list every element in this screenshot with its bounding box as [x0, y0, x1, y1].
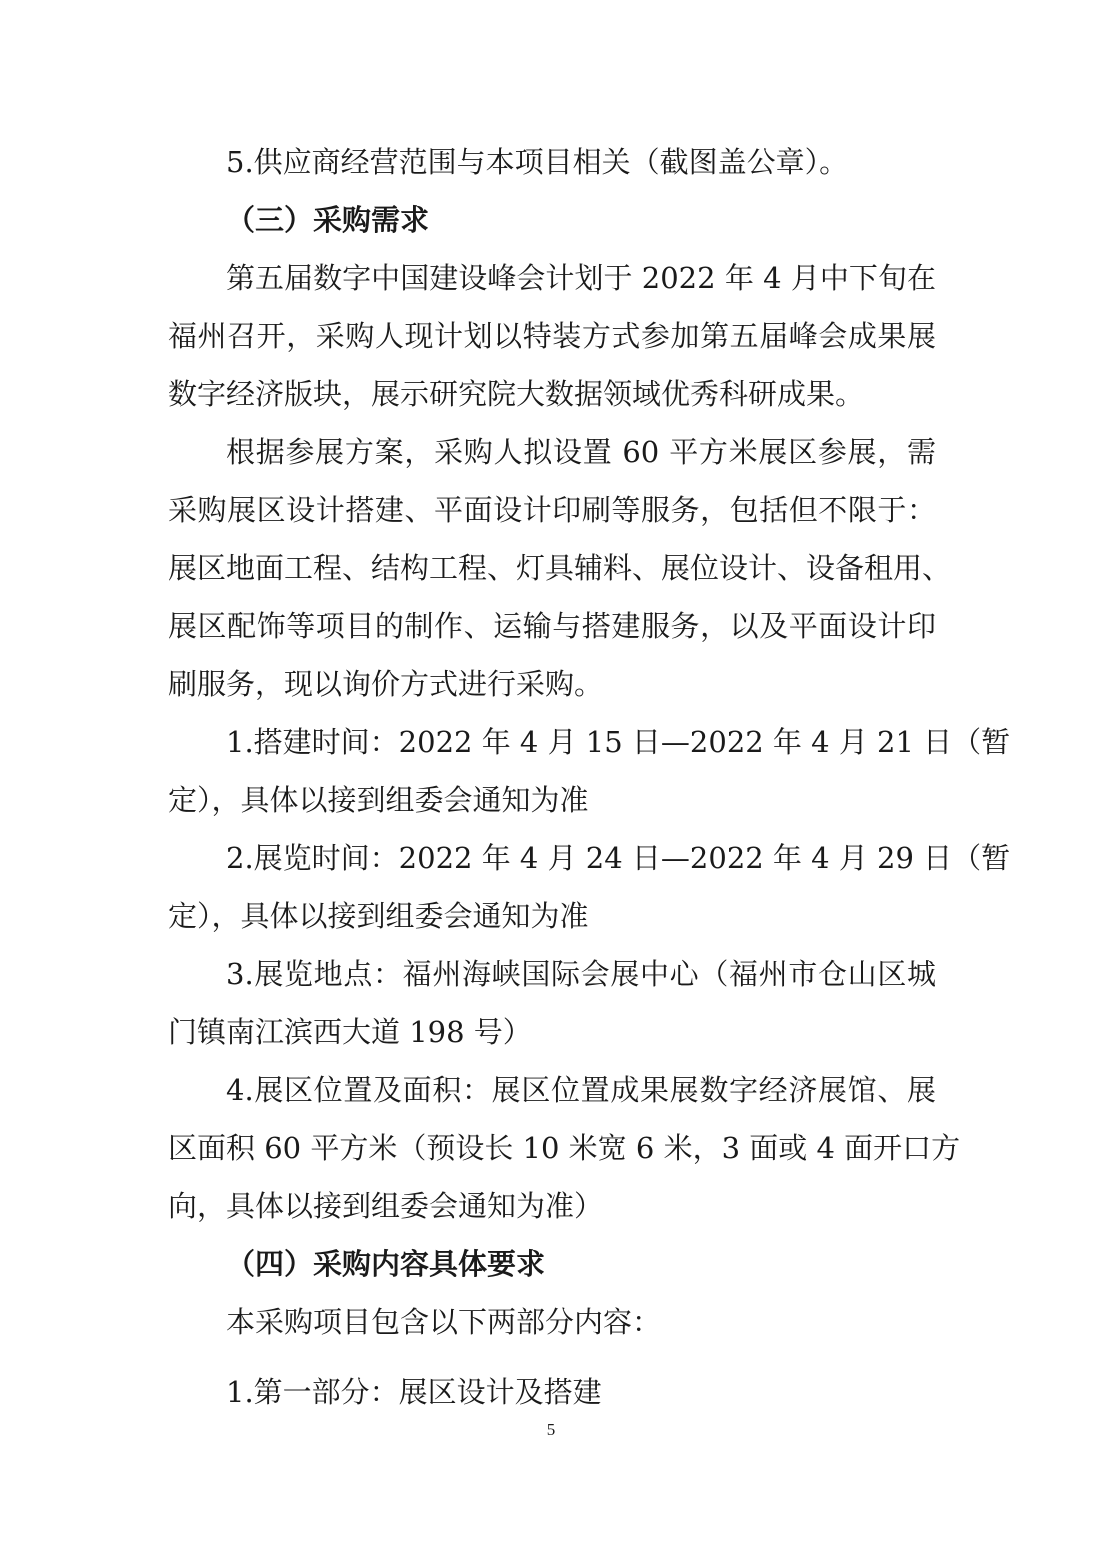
paragraph-line: 区面积 60 平方米（预设长 10 米宽 6 米，3 面或 4 面开口方	[168, 1131, 961, 1165]
section-heading-procurement-requirements: （三）采购需求	[226, 203, 430, 237]
paragraph-line: 定），具体以接到组委会通知为准	[168, 783, 589, 817]
paragraph-line: 2.展览时间：2022 年 4 月 24 日—2022 年 4 月 29 日（暂	[226, 841, 1011, 875]
page-number: 5	[546, 1420, 556, 1439]
paragraph-line: 1.搭建时间：2022 年 4 月 15 日—2022 年 4 月 21 日（暂	[226, 725, 1011, 759]
paragraph-line: 刷服务，现以询价方式进行采购。	[168, 667, 604, 701]
paragraph-line: 4.展区位置及面积：展区位置成果展数字经济展馆、展	[226, 1073, 936, 1107]
paragraph-line: 第五届数字中国建设峰会计划于 2022 年 4 月中下旬在	[226, 261, 936, 295]
paragraph-line: 本采购项目包含以下两部分内容：	[226, 1305, 662, 1339]
paragraph-line: 定），具体以接到组委会通知为准	[168, 899, 589, 933]
paragraph-line: 3.展览地点：福州海峡国际会展中心（福州市仓山区城	[226, 957, 936, 991]
paragraph-line: 福州召开，采购人现计划以特装方式参加第五届峰会成果展	[168, 319, 936, 353]
paragraph-line: 门镇南江滨西大道 198 号）	[168, 1015, 532, 1049]
paragraph-line: 展区地面工程、结构工程、灯具辅料、展位设计、设备租用、	[168, 551, 952, 585]
paragraph-line: 数字经济版块，展示研究院大数据领域优秀科研成果。	[168, 377, 865, 411]
paragraph-line: 展区配饰等项目的制作、运输与搭建服务，以及平面设计印	[168, 609, 936, 643]
section-heading-content-requirements: （四）采购内容具体要求	[226, 1247, 546, 1281]
paragraph-line: 1.第一部分：展区设计及搭建	[226, 1375, 602, 1409]
paragraph-line: 根据参展方案，采购人拟设置 60 平方米展区参展，需	[226, 435, 936, 469]
paragraph-line: 向，具体以接到组委会通知为准）	[168, 1189, 604, 1223]
paragraph-line: 采购展区设计搭建、平面设计印刷等服务，包括但不限于：	[168, 493, 936, 527]
paragraph-line: 5.供应商经营范围与本项目相关（截图盖公章）。	[226, 145, 849, 179]
